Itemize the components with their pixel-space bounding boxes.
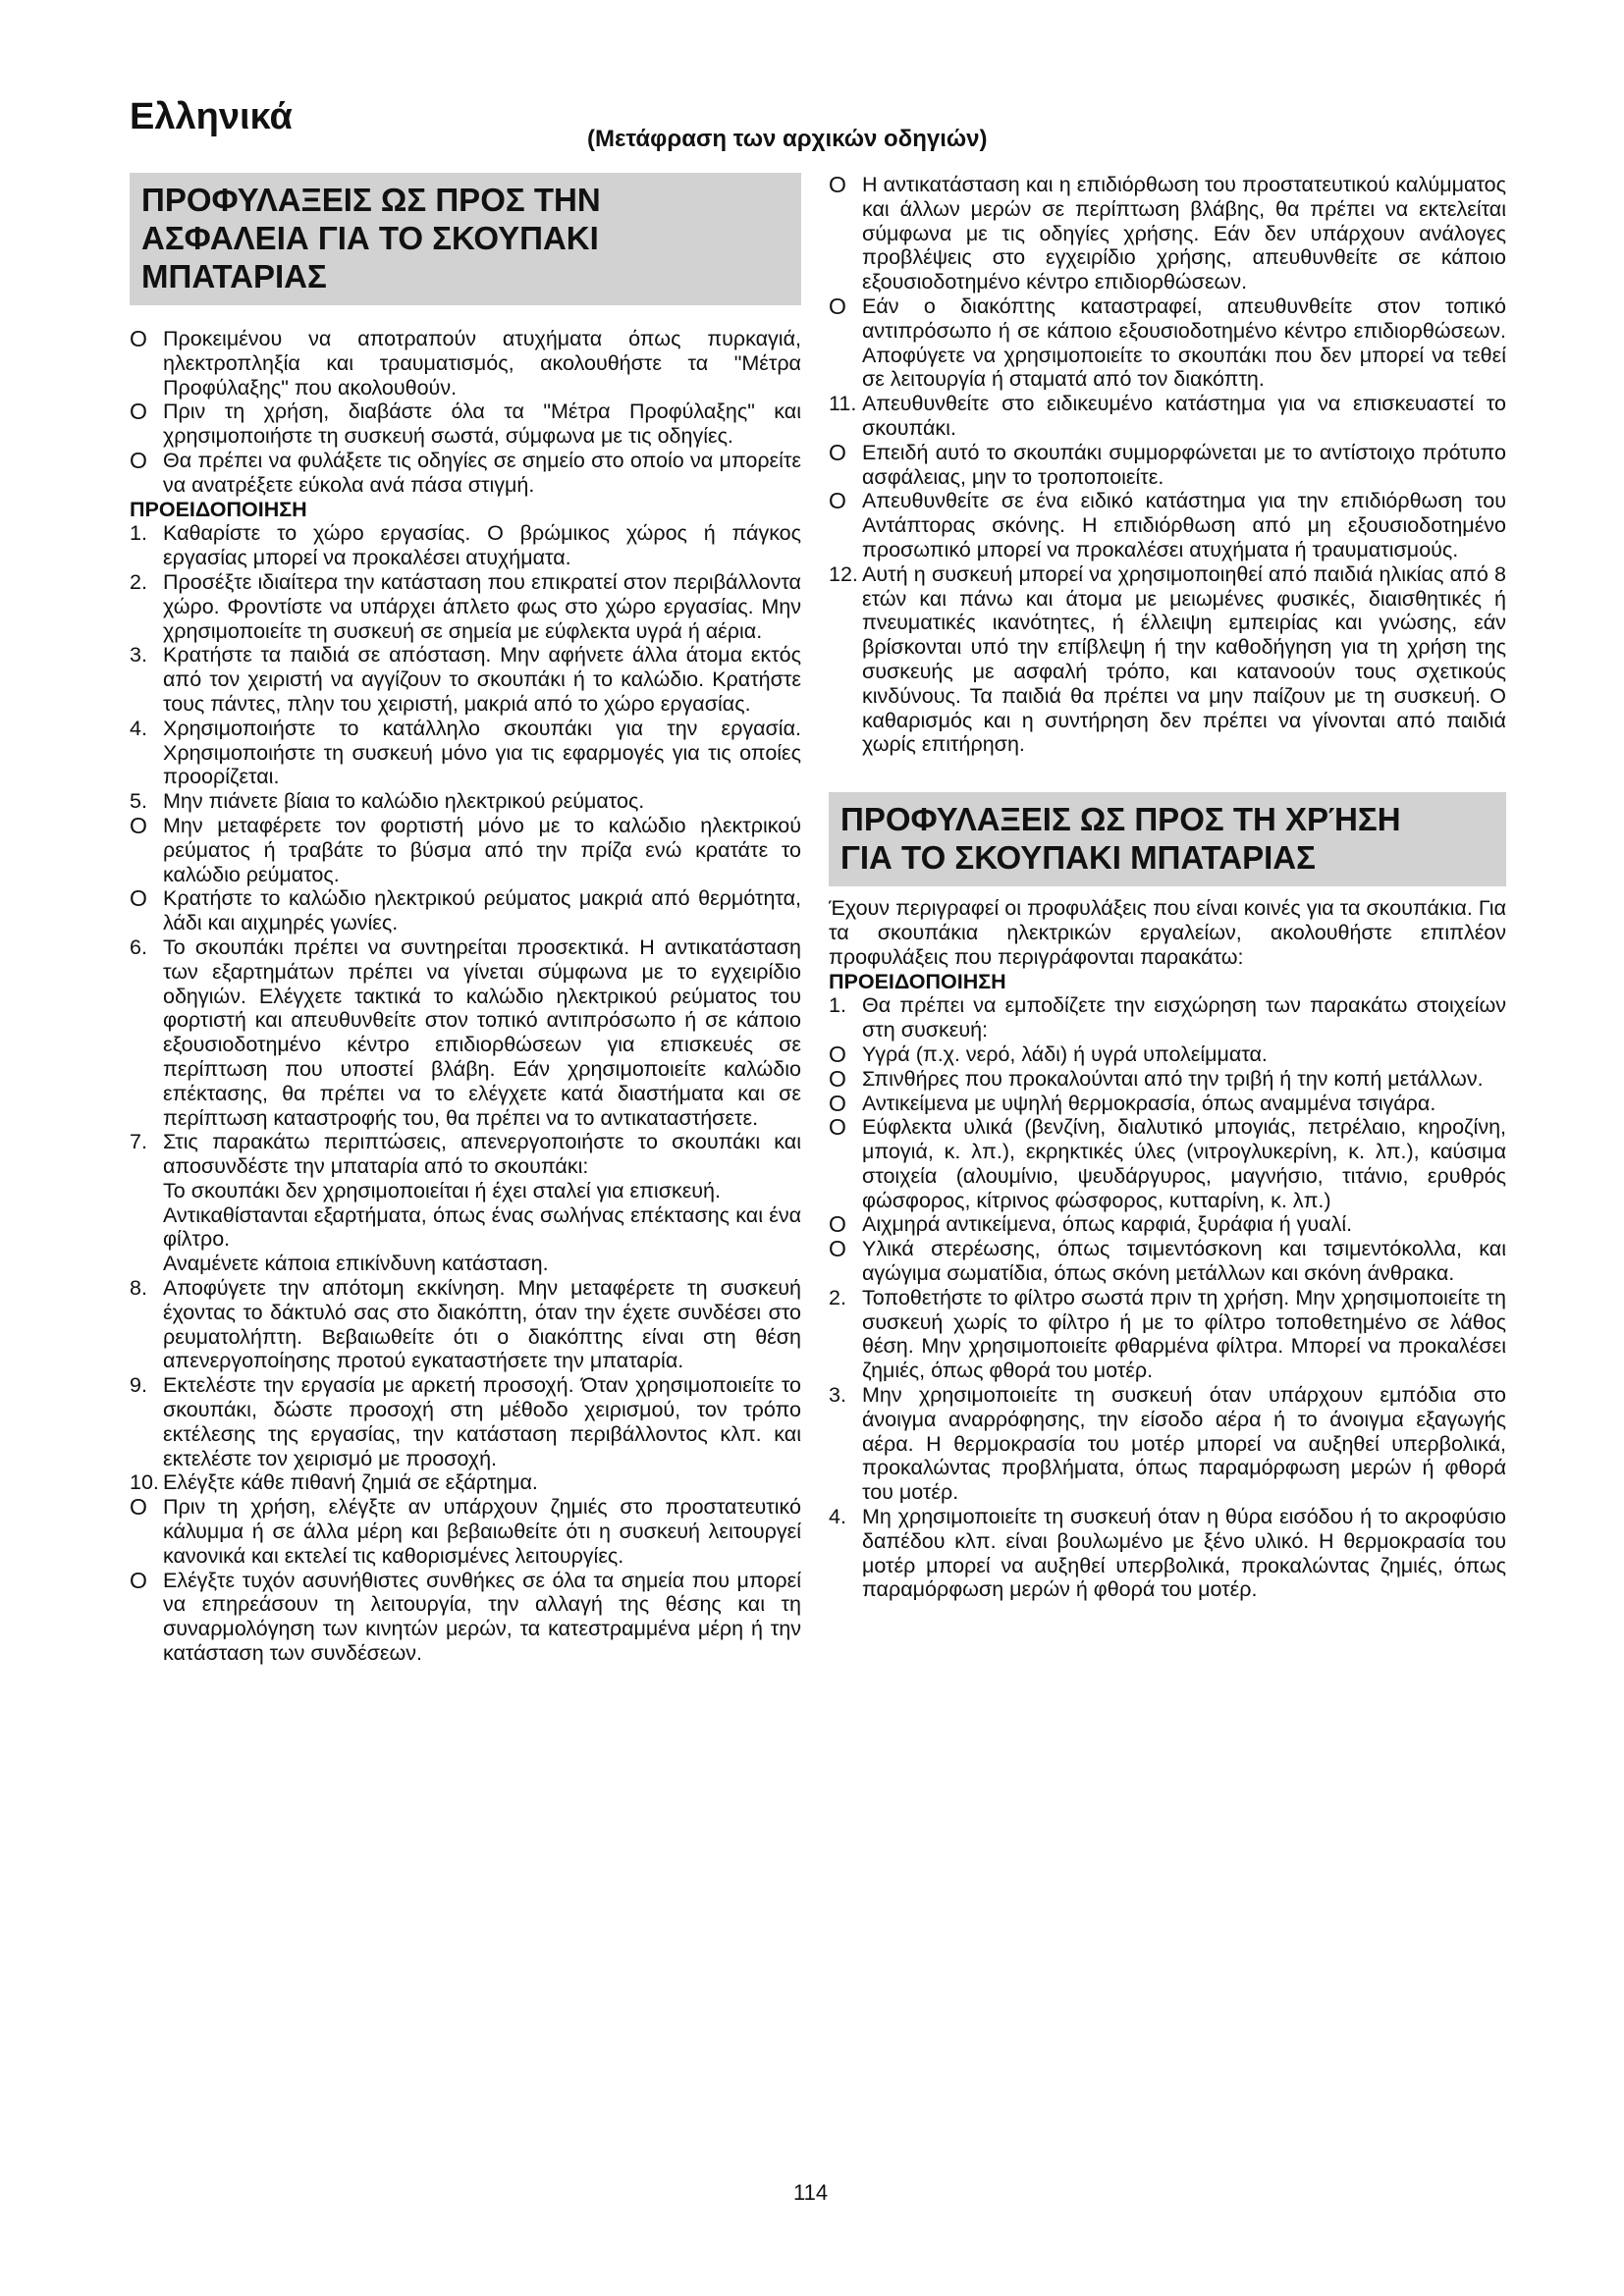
item-text: Το σκουπάκι δεν χρησιμοποιείται ή έχει σταλεί για επισκευή.: [163, 1178, 721, 1202]
bullet-circle-icon: O: [130, 1567, 147, 1593]
item-number: 4.: [829, 1505, 846, 1529]
list-item: [130, 1130, 801, 1179]
item-number: 10.: [130, 1470, 159, 1495]
translation-subtitle: (Μετάφραση των αρχικών οδηγιών): [587, 126, 988, 152]
list-item: [829, 562, 1506, 757]
item-text: Αντικείμενα με υψηλή θερμοκρασία, όπως αναμμένα τσιγάρα.: [862, 1091, 1436, 1115]
item-number: 5.: [130, 789, 147, 814]
item-text: Στις παρακάτω περιπτώσεις, απενεργοποιήστε το σκουπάκι και αποσυνδέστε την μπαταρία από το σκουπάκι:: [163, 1130, 801, 1179]
heading-line: ΠΡΟΦΥΛΑΞΕΙΣ ΩΣ ΠΡΟΣ ΤΗ ΧΡΉΣΗ: [840, 801, 1401, 838]
bullet-circle-icon: O: [130, 1494, 147, 1521]
intro-list: [130, 327, 801, 498]
list-item: [130, 570, 801, 643]
list-item: [829, 993, 1506, 1042]
list-item: [829, 441, 1506, 490]
list-item: [829, 1237, 1506, 1286]
item-text: Η αντικατάσταση και η επιδιόρθωση του προστατευτικού καλύμματος και άλλων μερών σε περίπτωση βλάβης, θα πρέπει να εκτελείται σύμφωνα με τις οδηγίες χρήσης. Εάν δεν υπάρχουν ανάλογες προβλέψεις στο εγχειρίδιο χρήσης, απευθυνθείτε σε κάποιο εξουσιοδοτημένο κέντρο επιδιορθώσεων.: [862, 173, 1506, 294]
list-item: [829, 392, 1506, 441]
usage-intro: Έχουν περιγραφεί οι προφυλάξεις που είναι κοινές για τα σκουπάκια. Για τα σκουπάκια ηλεκτρικών εργαλείων, ακολουθήστε επιπλέον προφυλάξεις που περιγράφονται παρακάτω:: [829, 896, 1506, 969]
list-item: [130, 1495, 801, 1568]
list-item: [130, 789, 801, 814]
bullet-circle-icon: O: [829, 1041, 846, 1067]
bullet-circle-icon: O: [829, 439, 846, 465]
item-text: Προκειμένου να αποτραπούν ατυχήματα όπως πυρκαγιά, ηλεκτροπληξία και τραυματισμός, ακολουθήστε τα "Μέτρα Προφύλαξης" που ακολουθούν.: [163, 327, 801, 400]
item-number: 7.: [130, 1130, 147, 1154]
bullet-circle-icon: O: [130, 399, 147, 425]
bullet-circle-icon: O: [829, 1211, 846, 1238]
item-number: 8.: [130, 1276, 147, 1301]
item-number: 6.: [130, 934, 147, 959]
list-item: [130, 717, 801, 789]
heading-line: ΠΡΟΦΥΛΑΞΕΙΣ ΩΣ ΠΡΟΣ ΤΗΝ: [141, 182, 601, 218]
warning-label: ΠΡΟΕΙΔΟΠΟΙΗΣΗ: [829, 969, 1006, 993]
item-number: 3.: [829, 1383, 846, 1408]
list-item: [829, 1383, 1506, 1505]
list-item: [829, 1092, 1506, 1116]
list-item: [130, 1373, 801, 1470]
list-item: [130, 643, 801, 716]
item-text: Αναμένετε κάποια επικίνδυνη κατάσταση.: [163, 1252, 549, 1276]
list-item: [829, 173, 1506, 294]
warning-label: ΠΡΟΕΙΔΟΠΟΙΗΣΗ: [130, 497, 307, 521]
list-item: [130, 449, 801, 498]
item-text: Προσέξτε ιδιαίτερα την κατάσταση που επικρατεί στον περιβάλλοντα χώρο. Φροντίστε να υπάρχει άπλετο φως στο χώρο εργασίας. Μην χρησιμοποιείτε τη συσκευή σε σημεία με εύφλεκτα υγρά ή αέρια.: [163, 569, 801, 643]
list-item: [130, 1569, 801, 1666]
list-item: [130, 814, 801, 886]
list-item: [829, 1042, 1506, 1067]
bullet-circle-icon: O: [829, 172, 846, 197]
item-text: Αποφύγετε την απότομη εκκίνηση. Μην μεταφέρετε τη συσκευή έχοντας το δάκτυλό σας στο διακόπτη, όταν την έχετε συνδέσει στο ρευματολήπτη. Βεβαιωθείτε ότι ο διακόπτης είναι στη θέση απενεργοποίησης προτού εγκαταστήσετε την μπαταρία.: [163, 1276, 801, 1373]
list-item: [829, 294, 1506, 392]
item-text: Απευθυνθείτε στο ειδικευμένο κατάστημα για να επισκευαστεί το σκουπάκι.: [862, 392, 1506, 440]
list-item: [829, 489, 1506, 561]
list-item: [130, 935, 801, 1130]
item-text: Απευθυνθείτε σε ένα ειδικό κατάστημα για την επιδιόρθωση του Αντάπτορας σκόνης. Η επιδιόρθωση από μη εξουσιοδοτημένο προσωπικό μπορεί να προκαλέσει ατυχήματα ή τραυματισμούς.: [862, 489, 1506, 561]
item-text: Μην πιάνετε βίαια το καλώδιο ηλεκτρικού ρεύματος.: [163, 789, 645, 814]
list-item: [130, 886, 801, 935]
continued-list: [829, 173, 1506, 757]
item-number: 2.: [130, 569, 147, 594]
item-text: Μην μεταφέρετε τον φορτιστή μόνο με το καλώδιο ηλεκτρικού ρεύματος ή τραβάτε το βύσμα από την πρίζα ενώ κρατάτε το καλώδιο ρεύματος.: [163, 813, 801, 886]
item-text: Καθαρίστε το χώρο εργασίας. Ο βρώμικος χώρος ή πάγκος εργασίας μπορεί να προκαλέσει ατυχήματα.: [163, 521, 801, 570]
item-text: Θα πρέπει να φυλάξετε τις οδηγίες σε σημείο στο οποίο να μπορείτε να ανατρέξετε εύκολα ανά πάσα στιγμή.: [163, 448, 801, 497]
list-item: [829, 1067, 1506, 1092]
item-text: Μη χρησιμοποιείτε τη συσκευή όταν η θύρα εισόδου ή το ακροφύσιο δαπέδου κλπ. είναι βουλωμένο με ξένο υλικό. Η θερμοκρασία του μοτέρ μπορεί να αυξηθεί υπερβολικά, προκαλώντας ζημιές, όπως παραμόρφωση μερών ή φθορά του μοτέρ.: [862, 1505, 1506, 1602]
bullet-circle-icon: O: [829, 1236, 846, 1262]
item-text: Υλικά στερέωσης, όπως τσιμεντόσκονη και τσιμεντόκολλα, και αγώγιμα σωματίδια, όπως σκόνη μετάλλων και σκόνη άνθρακα.: [862, 1237, 1506, 1286]
item-text: Εάν ο διακόπτης καταστραφεί, απευθυνθείτε στον τοπικό αντιπρόσωπο ή σε κάποιο εξουσιοδοτημένο κέντρο επιδιορθώσεων. Αποφύγετε να χρησιμοποιείτε το σκουπάκι που δεν μπορεί να τεθεί σε λειτουργία ή σταματά από τον διακόπτη.: [862, 294, 1506, 392]
item-text: Αντικαθίστανται εξαρτήματα, όπως ένας σωλήνας επέκτασης και ένα φίλτρο.: [163, 1202, 801, 1252]
list-item: [130, 327, 801, 400]
bullet-circle-icon: O: [829, 293, 846, 319]
item-text: Τοποθετήστε το φίλτρο σωστά πριν τη χρήση. Μην χρησιμοποιείτε τη συσκευή χωρίς το φίλτρο ή με το φίλτρο τοποθετημένο σε λάθος θέση. Μην χρησιμοποιείτε φθαρμένα φίλτρα. Μπορεί να προκαλέσει ζημιές, όπως φθορά του μοτέρ.: [862, 1285, 1506, 1383]
bullet-circle-icon: O: [829, 488, 846, 514]
item-text: Ελέγξτε τυχόν ασυνήθιστες συνθήκες σε όλα τα σημεία που μπορεί να επηρεάσουν τη λειτουργία, την αλλαγή της θέσης και τη συναρμολόγηση των κινητών μερών, τα κατεστραμμένα μέρη ή την κατάσταση των συνδέσεων.: [163, 1568, 801, 1666]
bullet-circle-icon: O: [829, 1065, 846, 1092]
item-text: Το σκουπάκι πρέπει να συντηρείται προσεκτικά. Η αντικατάσταση των εξαρτημάτων πρέπει να γίνεται σύμφωνα με το εγχειρίδιο οδηγιών. Ελέγχετε τακτικά το καλώδιο ηλεκτρικού ρεύματος του φορτιστή και απευθυνθείτε στον τοπικό αντιπρόσωπο ή σε κάποιο εξουσιοδοτημένο κέντρο επιδιορθώσεων για επισκευές σε περίπτωση που υποστεί βλάβη. Εάν χρησιμοποιείτε καλώδιο επέκτασης, θα πρέπει να το ελέγχετε κατά διαστήματα και σε περίπτωση καταστροφής του, θα πρέπει να το αντικαταστήσετε.: [163, 934, 801, 1130]
bullet-circle-icon: O: [130, 885, 147, 912]
item-number: 1.: [130, 521, 147, 546]
list-item: [130, 1203, 801, 1253]
item-text: Κρατήστε τα παιδιά σε απόσταση. Μην αφήνετε άλλα άτομα εκτός από τον χειριστή να αγγίζουν το σκουπάκι ή το καλώδιο. Κρατήστε τους πάντες, πλην του χειριστή, μακριά από το χώρο εργασίας.: [163, 643, 801, 716]
item-number: 4.: [130, 716, 147, 740]
item-number: 1.: [829, 993, 846, 1018]
bullet-circle-icon: O: [130, 812, 147, 838]
item-text: Υγρά (π.χ. νερό, λάδι) ή υγρά υπολείμματα.: [862, 1041, 1268, 1066]
list-item: [829, 1505, 1506, 1602]
item-number: 3.: [130, 643, 147, 667]
list-item: [130, 400, 801, 449]
safety-heading: [130, 173, 801, 305]
list-item: [829, 1212, 1506, 1237]
item-text: Πριν τη χρήση, διαβάστε όλα τα "Μέτρα Προφύλαξης" και χρησιμοποιήστε τη συσκευή σωστά, σύμφωνα με τις οδηγίες.: [163, 400, 801, 449]
item-text: Μην χρησιμοποιείτε τη συσκευή όταν υπάρχουν εμπόδια στο άνοιγμα αναρρόφησης, την είσοδο αέρα ή το άνοιγμα εξαγωγής αέρα. Η θερμοκρασία του μοτέρ μπορεί να αυξηθεί υπερβολικά, προκαλώντας προβλήματα, όπως παραμόρφωση μερών ή φθορά του μοτέρ.: [862, 1383, 1506, 1505]
list-item: [130, 521, 801, 570]
list-item: [130, 1470, 801, 1495]
bullet-circle-icon: O: [829, 1114, 846, 1141]
item-text: Αυτή η συσκευή μπορεί να χρησιμοποιηθεί από παιδιά ηλικίας από 8 ετών και πάνω και άτομα με μειωμένες φυσικές, διαισθητικές ή πνευματικές ικανότητες, ή έλλειψη εμπειρίας και γνώσης, εάν βρίσκονται υπό την επίβλεψη ή την καθοδήγηση για τη χρήση της συσκευής με ασφαλή τρόπο, και κατανοούν τους σχετικούς κινδύνους. Τα παιδιά θα πρέπει να μην παίζουν με τη συσκευή. Ο καθαρισμός και η συντήρηση δεν πρέπει να γίνονται από παιδιά χωρίς επιτήρηση.: [862, 561, 1506, 757]
left-column: [130, 173, 801, 1666]
list-item: [829, 1115, 1506, 1212]
bullet-circle-icon: O: [130, 447, 147, 473]
usage-heading: [829, 792, 1506, 886]
item-text: Επειδή αυτό το σκουπάκι συμμορφώνεται με το αντίστοιχο πρότυπο ασφάλειας, μην το τροποποιείτε.: [862, 440, 1506, 489]
list-item: [829, 1286, 1506, 1383]
heading-line: ΑΣΦΑΛΕΙΑ ΓΙΑ ΤΟ ΣΚΟΥΠΑΚΙ: [141, 220, 599, 256]
item-text: Εύφλεκτα υλικά (βενζίνη, διαλυτικό μπογιάς, πετρέλαιο, κηροζίνη, μπογιά, κ. λπ.), εκρηκτικές ύλες (νιτρογλυκερίνη, κ. λπ.), καύσιμα στοιχεία (αλουμίνιο, ψευδάργυρος, μαγνήσιο, τιτάνιο, ερυθρός φώσφορος, κίτρινος φώσφορος, κυτταρίνη, κ. λπ.): [862, 1115, 1506, 1212]
item-text: Ελέγξτε κάθε πιθανή ζημιά σε εξάρτημα.: [163, 1470, 538, 1495]
usage-list: [829, 993, 1506, 1602]
item-text: Πριν τη χρήση, ελέγξτε αν υπάρχουν ζημιές στο προστατευτικό κάλυμμα ή σε άλλα μέρη και βεβαιωθείτε ότι η συσκευή λειτουργεί κανονικά και εκτελεί τις καθορισμένες λειτουργίες.: [163, 1495, 801, 1568]
item-text: Σπινθήρες που προκαλούνται από την τριβή ή την κοπή μετάλλων.: [862, 1066, 1484, 1091]
language-label: Ελληνικά: [130, 96, 293, 137]
warning-list: [130, 521, 801, 1665]
list-item: [130, 1276, 801, 1373]
item-number: 11.: [829, 392, 857, 416]
list-item: [130, 1252, 801, 1276]
item-text: Θα πρέπει να εμποδίζετε την εισχώρηση των παρακάτω στοιχείων στη συσκευή:: [862, 993, 1506, 1042]
item-text: Χρησιμοποιήστε το κατάλληλο σκουπάκι για την εργασία. Χρησιμοποιήστε τη συσκευή μόνο για τις εφαρμογές για τις οποίες προορίζεται.: [163, 716, 801, 789]
item-text: Αιχμηρά αντικείμενα, όπως καρφιά, ξυράφια ή γυαλί.: [862, 1212, 1353, 1237]
page-number: 114: [793, 2180, 829, 2205]
right-column: [829, 173, 1506, 1602]
heading-line: ΓΙΑ ΤΟ ΣΚΟΥΠΑΚΙ ΜΠΑΤΑΡΙΑΣ: [840, 839, 1316, 877]
item-number: 9.: [130, 1373, 147, 1398]
list-item: [130, 1179, 801, 1203]
item-text: Κρατήστε το καλώδιο ηλεκτρικού ρεύματος μακριά από θερμότητα, λάδι και αιχμηρές γωνίες.: [163, 886, 801, 935]
heading-line: ΜΠΑΤΑΡΙΑΣ: [141, 258, 327, 294]
item-text: Εκτελέστε την εργασία με αρκετή προσοχή. Όταν χρησιμοποιείτε το σκουπάκι, δώστε προσοχή στη μέθοδο χειρισμού, τον τρόπο εκτέλεσης της εργασίας, την κατάσταση περιβάλλοντος κλπ. και εκτελέστε τον χειρισμό με προσοχή.: [163, 1373, 801, 1470]
item-number: 12.: [829, 561, 858, 586]
bullet-circle-icon: O: [130, 326, 147, 351]
item-number: 2.: [829, 1285, 846, 1309]
bullet-circle-icon: O: [829, 1090, 846, 1116]
